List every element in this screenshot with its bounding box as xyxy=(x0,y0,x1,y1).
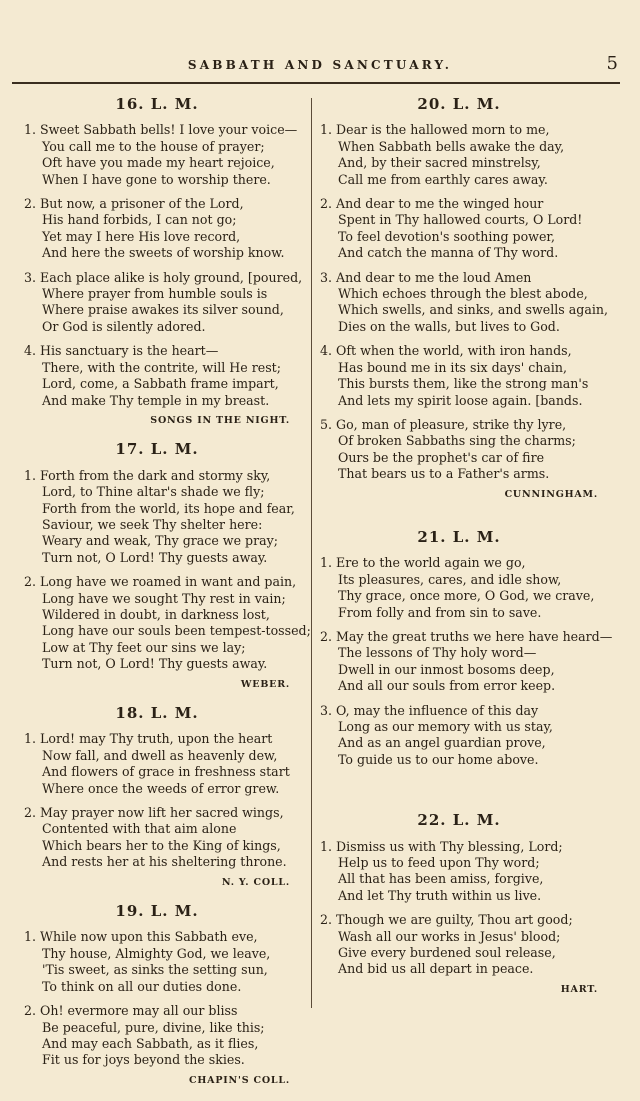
verse-line: Where praise awakes its silver sound, xyxy=(42,302,284,318)
hymn-heading: 18. L. M. xyxy=(115,704,199,722)
hymn-attribution: HART. xyxy=(560,983,598,995)
verse-line: 2. May the great truths we here have heard— xyxy=(320,628,613,644)
stanza xyxy=(24,731,290,797)
verse-line: Dies on the walls, but lives to God. xyxy=(338,318,560,334)
verse-line: 1. Dear is the hallowed morn to me, xyxy=(320,122,550,138)
verse-line: To feel devotion's soothing power, xyxy=(338,228,556,244)
verse-line: And here the sweets of worship know. xyxy=(42,245,285,261)
verse-line: You call me to the house of prayer; xyxy=(42,138,265,154)
verse-line: Which echoes through the blest abode, xyxy=(338,286,588,302)
verse-line: Contented with that aim alone xyxy=(42,821,237,837)
verse-line: 1. Ere to the world again we go, xyxy=(320,555,526,571)
verse-line: Fit us for joys beyond the skies. xyxy=(42,1052,245,1068)
verse-line: 1. Forth from the dark and stormy sky, xyxy=(24,467,271,483)
stanza xyxy=(24,805,290,871)
verse-line: 2. But now, a prisoner of the Lord, xyxy=(24,196,244,212)
verse-line: And flowers of grace in freshness start xyxy=(42,764,290,780)
verse-line: Wildered in doubt, in darkness lost, xyxy=(42,606,270,622)
verse-line: Long as our memory with us stay, xyxy=(338,719,553,734)
stanza xyxy=(320,196,598,262)
stanza xyxy=(24,574,311,672)
verse-line: Which swells, and sinks, and swells again, xyxy=(338,302,608,318)
verse-line: Of broken Sabbaths sing the charms; xyxy=(338,433,576,449)
verse-line: And lets my spirit loose again. [bands. xyxy=(338,392,583,408)
verse-line: Spent in Thy hallowed courts, O Lord! xyxy=(338,212,583,228)
verse-line: Long have our souls been tempest-tossed; xyxy=(42,623,311,639)
verse-line: His hand forbids, I can not go; xyxy=(42,212,237,228)
verse-line: 2. Oh! evermore may all our bliss xyxy=(24,1003,238,1019)
right-column xyxy=(320,95,613,1010)
verse-line: Or God is silently adored. xyxy=(42,318,206,334)
verse-line: There, with the contrite, will He rest; xyxy=(42,359,281,375)
left-column xyxy=(24,95,311,1101)
stanza xyxy=(24,1003,290,1069)
stanza xyxy=(320,417,598,483)
verse-line: 2. And dear to me the winged hour xyxy=(320,196,544,212)
verse-line: 'Tis sweet, as sinks the setting sun, xyxy=(42,962,268,978)
verse-line: And make Thy temple in my breast. xyxy=(42,392,270,408)
hymn-heading: 20. L. M. xyxy=(417,95,501,113)
verse-line: Turn not, O Lord! Thy guests away. xyxy=(42,549,268,565)
stanza xyxy=(24,196,290,262)
verse-line: When I have gone to worship there. xyxy=(42,171,271,187)
page-title: SABBATH AND SANCTUARY. xyxy=(187,58,453,72)
hymn-attribution: CHAPIN'S COLL. xyxy=(189,1074,290,1086)
verse-line: Lord, come, a Sabbath frame impart, xyxy=(42,376,279,392)
verse-line: 3. Each place alike is holy ground, [poured, xyxy=(24,269,303,285)
verse-line: And rests her at his sheltering throne. xyxy=(42,854,287,870)
verse-line: 2. Though we are guilty, Thou art good; xyxy=(320,912,573,928)
column-divider xyxy=(311,98,312,1008)
verse-line: Where prayer from humble souls is xyxy=(42,286,268,302)
hymn-heading: 16. L. M. xyxy=(115,95,199,113)
running-head xyxy=(0,50,640,78)
verse-line: And bid us all depart in peace. xyxy=(338,961,534,977)
stanza xyxy=(320,122,598,188)
hymn-heading: 17. L. M. xyxy=(115,440,199,459)
verse-line: 3. O, may the influence of this day xyxy=(320,702,539,718)
verse-line: Yet may I here His love record, xyxy=(42,228,241,244)
verse-line: The lessons of Thy holy word— xyxy=(338,645,537,661)
verse-line: From folly and from sin to save. xyxy=(338,604,542,620)
page-number: 5 xyxy=(606,53,618,74)
verse-line: 1. While now upon this Sabbath eve, xyxy=(24,929,258,945)
verse-line: This bursts them, like the strong man's xyxy=(338,376,589,392)
verse-line: To think on all our duties done. xyxy=(42,978,242,994)
verse-line: Weary and weak, Thy grace we pray; xyxy=(42,533,278,549)
verse-line: 1. Dismiss us with Thy blessing, Lord; xyxy=(320,838,563,854)
stanza xyxy=(24,122,298,188)
stanza xyxy=(24,343,290,409)
hymn-heading: 21. L. M. xyxy=(417,527,501,546)
verse-line: Ours be the prophet's car of fire xyxy=(338,449,545,465)
stanza xyxy=(320,555,598,621)
stanza xyxy=(320,628,613,695)
verse-line: When Sabbath bells awake the day, xyxy=(338,138,565,154)
verse-line: Turn not, O Lord! Thy guests away. xyxy=(42,656,268,672)
hymn-heading: 19. L. M. xyxy=(115,902,199,921)
verse-line: 1. Lord! may Thy truth, upon the heart xyxy=(24,731,273,747)
verse-line: Thy house, Almighty God, we leave, xyxy=(42,945,271,961)
verse-line: And, by their sacred minstrelsy, xyxy=(338,155,541,171)
verse-line: Long have we sought Thy rest in vain; xyxy=(42,590,286,606)
verse-line: 2. Long have we roamed in want and pain, xyxy=(24,574,297,590)
verse-line: Be peaceful, pure, divine, like this; xyxy=(42,1019,265,1035)
verse-line: 5. Go, man of pleasure, strike thy lyre, xyxy=(320,416,567,432)
verse-line: And let Thy truth within us live. xyxy=(338,887,542,903)
hymn-attribution: WEBER. xyxy=(240,678,290,690)
verse-line: All that has been amiss, forgive, xyxy=(338,871,544,887)
stanza xyxy=(320,343,598,409)
hymn-attribution: CUNNINGHAM. xyxy=(504,488,598,500)
verse-line: That bears us to a Father's arms. xyxy=(338,466,550,482)
stanza xyxy=(24,929,290,995)
stanza xyxy=(320,703,598,769)
verse-line: Saviour, we seek Thy shelter here: xyxy=(42,516,263,532)
verse-line: 4. His sanctuary is the heart— xyxy=(24,343,219,359)
verse-line: Has bound me in its six days' chain, xyxy=(338,359,568,375)
verse-line: Its pleasures, cares, and idle show, xyxy=(338,571,562,587)
stanza xyxy=(320,839,598,905)
verse-line: Call me from earthly cares away. xyxy=(338,171,548,187)
hymn-attribution: SONGS IN THE NIGHT. xyxy=(150,414,290,426)
hymn-heading: 22. L. M. xyxy=(417,811,501,830)
verse-line: And catch the manna of Thy word. xyxy=(338,245,559,261)
verse-line: 3. And dear to me the loud Amen xyxy=(320,269,532,285)
stanza xyxy=(320,269,608,336)
verse-line: Oft have you made my heart rejoice, xyxy=(42,155,275,171)
verse-line: 4. Oft when the world, with iron hands, xyxy=(320,343,572,359)
verse-line: Wash all our works in Jesus' blood; xyxy=(338,928,561,944)
verse-line: Lord, to Thine altar's shade we fly; xyxy=(42,484,265,500)
stanza xyxy=(24,467,295,566)
verse-line: Dwell in our inmost bosoms deep, xyxy=(338,661,555,677)
verse-line: And may each Sabbath, as it flies, xyxy=(42,1035,259,1051)
verse-line: Help us to feed upon Thy word; xyxy=(338,855,540,871)
stanza xyxy=(320,912,598,978)
verse-line: Low at Thy feet our sins we lay; xyxy=(42,639,246,655)
verse-line: To guide us to our home above. xyxy=(338,751,539,767)
verse-line: Now fall, and dwell as heavenly dew, xyxy=(42,747,278,763)
header-rule xyxy=(12,82,620,84)
verse-line: And all our souls from error keep. xyxy=(338,678,556,694)
verse-line: Where once the weeds of error grew. xyxy=(42,780,280,796)
stanza xyxy=(24,269,303,336)
verse-line: Thy grace, once more, O God, we crave, xyxy=(338,588,595,604)
verse-line: Give every burdened soul release, xyxy=(338,945,556,961)
verse-line: Which bears her to the King of kings, xyxy=(42,837,281,853)
verse-line: Forth from the world, its hope and fear, xyxy=(42,500,295,516)
hymn-attribution: N. Y. COLL. xyxy=(221,876,290,888)
verse-line: 1. Sweet Sabbath bells! I love your voice— xyxy=(24,122,298,138)
verse-line: 2. May prayer now lift her sacred wings, xyxy=(24,805,284,821)
verse-line: And as an angel guardian prove, xyxy=(338,735,546,751)
